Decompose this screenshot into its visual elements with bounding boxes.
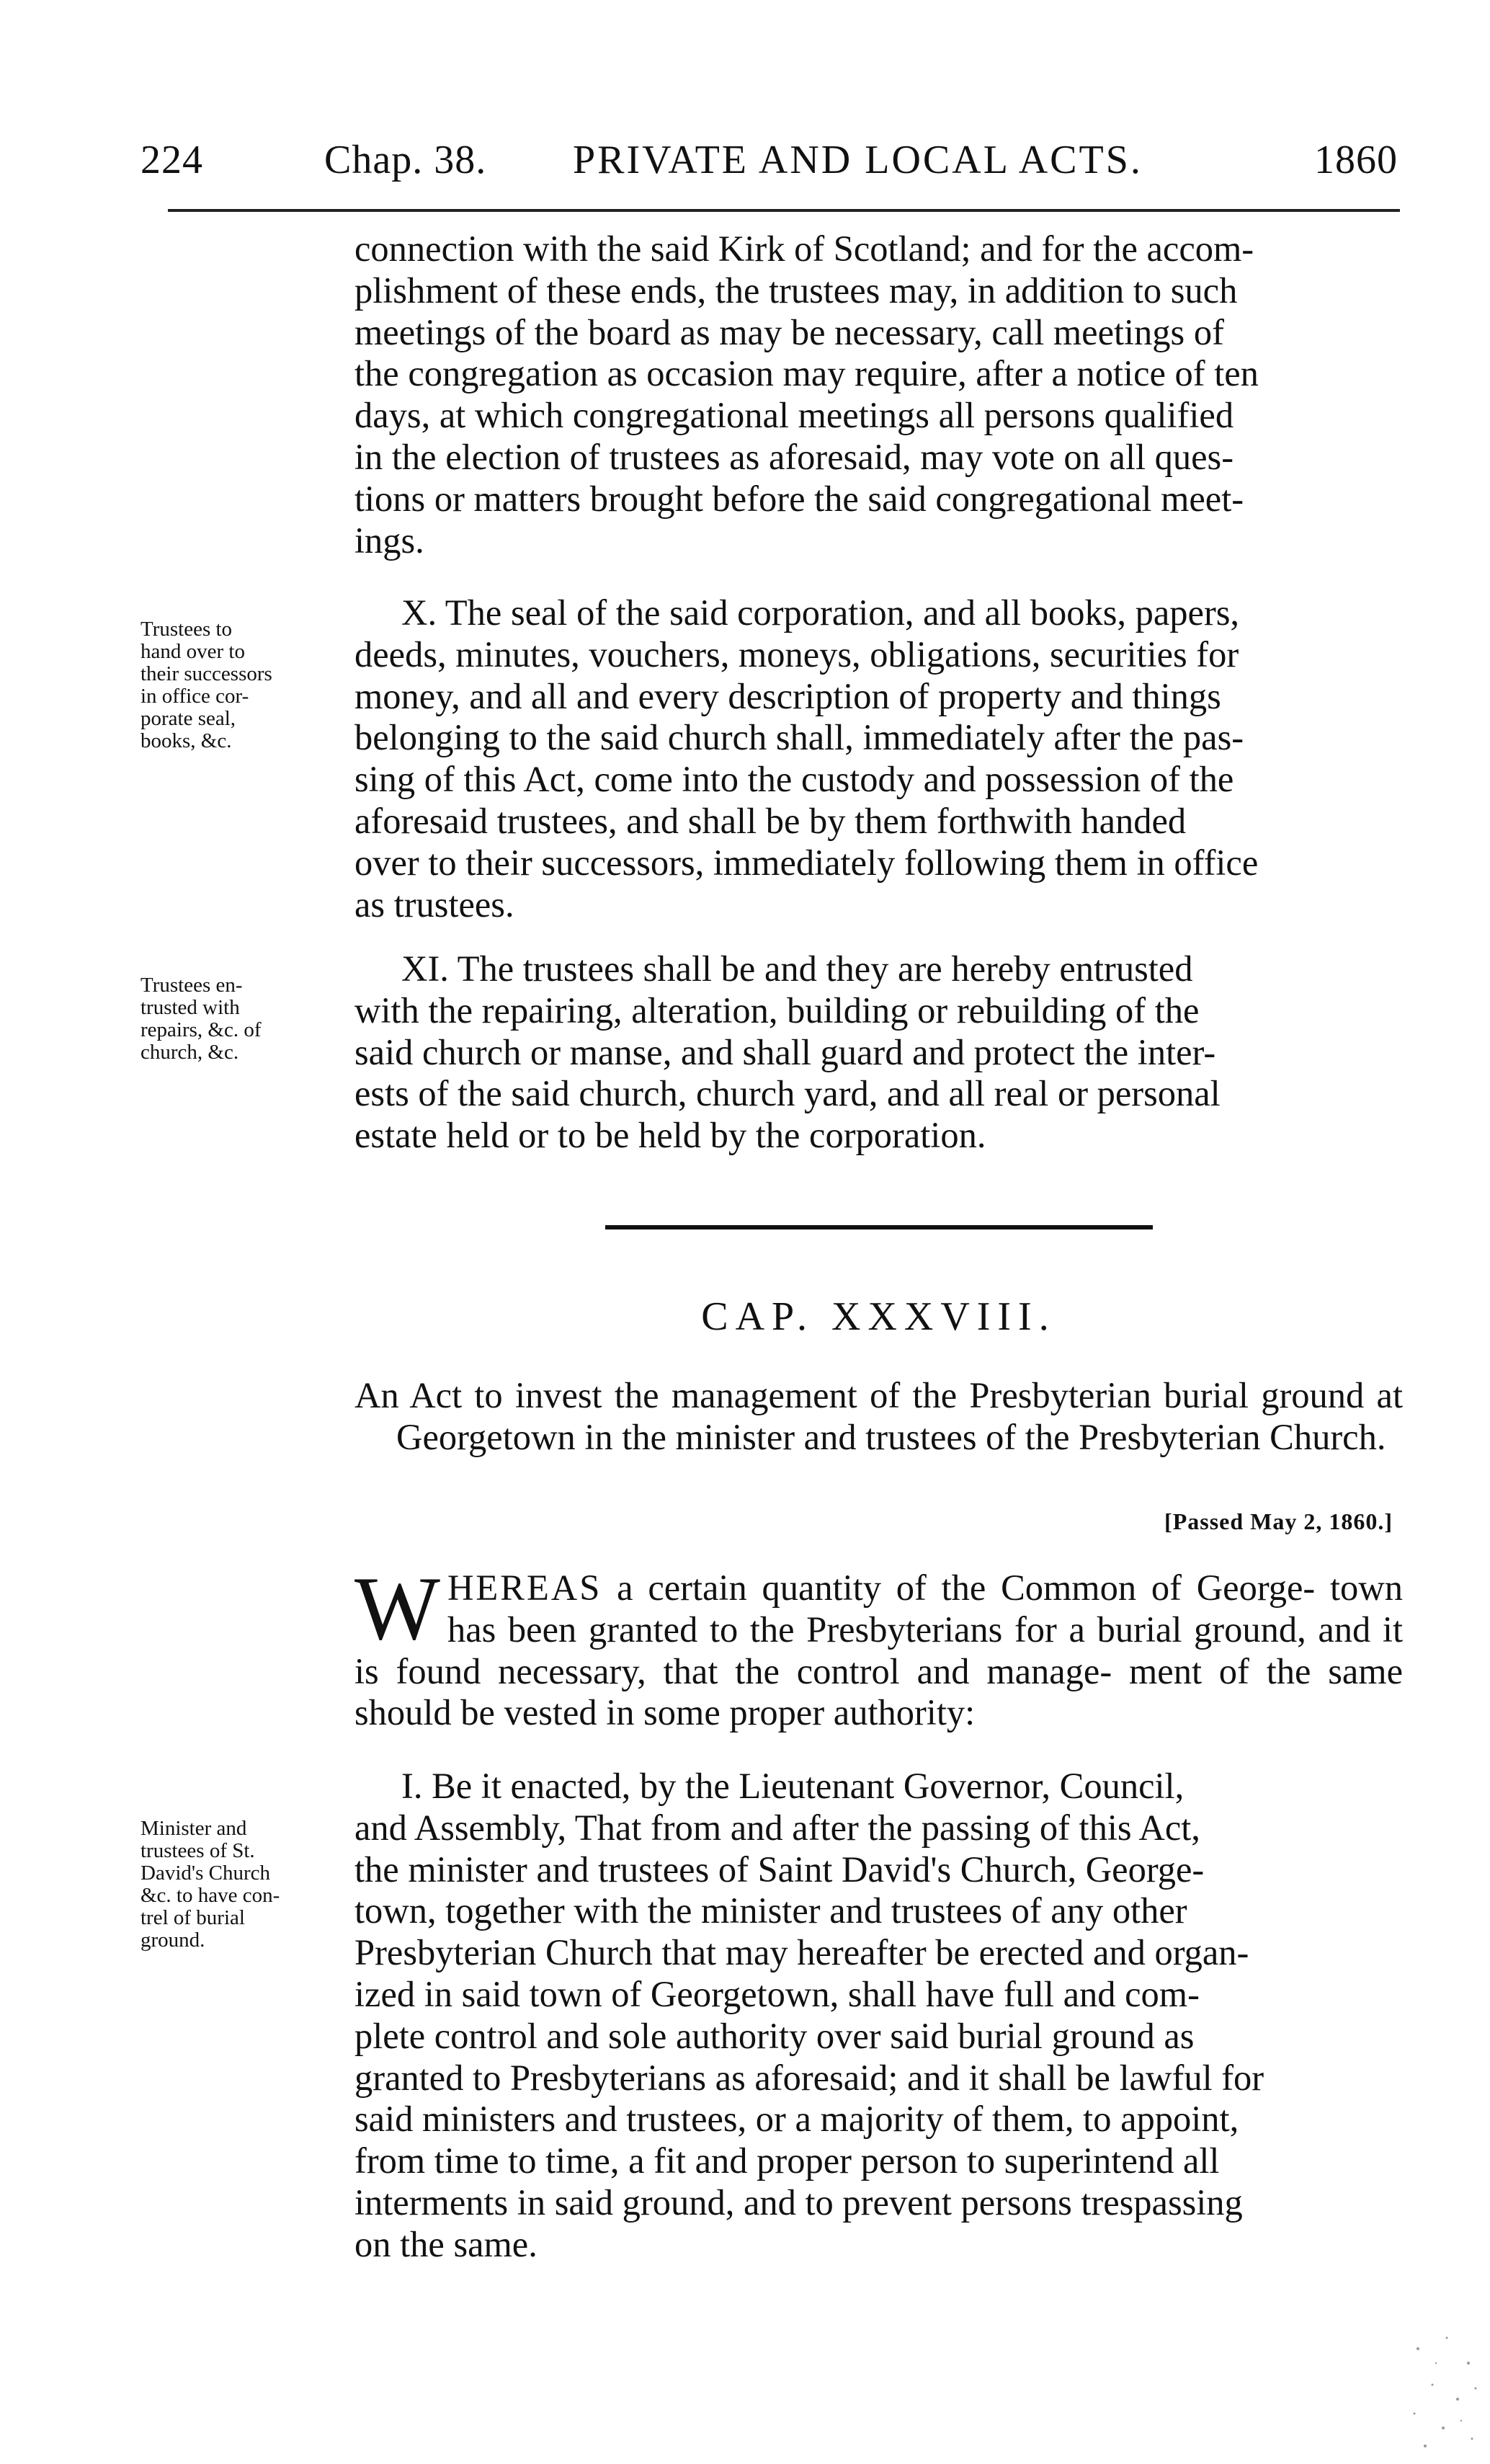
- act-title: An Act to invest the management of the Presbyterian burial ground at Georgetown in the minister and trustees of the Presbyterian Church.: [354, 1375, 1403, 1457]
- page-number: 224: [140, 138, 203, 182]
- margin-note-line: porate seal,: [140, 707, 236, 730]
- margin-note-section-x: [140, 618, 339, 752]
- text-line: tions or matters brought before the said congregational meet-: [354, 478, 1244, 519]
- passed-date: [Passed May 2, 1860.]: [1164, 1508, 1393, 1534]
- margin-note-line: repairs, &c. of: [140, 1018, 262, 1041]
- text-line: Presbyterian Church that may hereafter be erected and organ-: [354, 1932, 1249, 1973]
- chapter-heading: CAP. XXXVIII.: [701, 1294, 1056, 1339]
- section-divider-rule: [605, 1225, 1153, 1229]
- section-xi-paragraph: [354, 948, 1403, 1157]
- text-line: X. The seal of the said corporation, and all books, papers,: [401, 592, 1240, 633]
- text-line: aforesaid trustees, and shall be by them forthwith handed: [354, 800, 1187, 841]
- margin-note-line: trustees of St.: [140, 1839, 255, 1862]
- text-line: days, at which congregational meetings all persons qualified: [354, 395, 1234, 436]
- preamble-paragraph: [354, 1559, 1403, 1734]
- text-line: granted to Presbyterians as aforesaid; and it shall be lawful for: [354, 2057, 1264, 2098]
- header-year: 1860: [1314, 138, 1398, 182]
- margin-note-line: Trustees to: [140, 618, 233, 641]
- text-line: ized in said town of Georgetown, shall have full and com-: [354, 1973, 1200, 2014]
- preamble-first-word: HEREAS: [447, 1567, 602, 1608]
- margin-note-line: trel of burial: [140, 1906, 245, 1929]
- margin-note-line: hand over to: [140, 640, 245, 663]
- running-title: PRIVATE AND LOCAL ACTS.: [573, 138, 1143, 182]
- text-line: as trustees.: [354, 884, 514, 925]
- section-x-paragraph: [354, 592, 1403, 925]
- text-line: interments in said ground, and to prevent persons trespassing: [354, 2181, 1243, 2223]
- margin-note-line: in office cor-: [140, 685, 249, 708]
- text-line: deeds, minutes, vouchers, moneys, obligations, securities for: [354, 633, 1239, 675]
- text-line: XI. The trustees shall be and they are hereby entrusted: [401, 948, 1193, 989]
- margin-note-section-i: [140, 1818, 339, 1952]
- drop-cap: W: [354, 1559, 440, 1659]
- text-line: with the repairing, alteration, building or rebuilding of the: [354, 989, 1200, 1031]
- preamble-text: a certain quantity of the Common of George- town has been granted to the Presbyterians for a burial ground, and it is found necessary, that the control and manage- ment of the same should be vested in some proper authority:: [354, 1567, 1403, 1733]
- header-rule: [168, 209, 1400, 212]
- margin-note-line: Minister and: [140, 1817, 247, 1840]
- text-line: the congregation as occasion may require, after a notice of ten: [354, 353, 1259, 394]
- margin-note-line: Trustees en-: [140, 974, 243, 997]
- text-line: over to their successors, immediately following them in office: [354, 842, 1259, 883]
- text-line: sing of this Act, come into the custody and possession of the: [354, 759, 1234, 800]
- chapter-label: Chap. 38.: [324, 138, 487, 182]
- text-line: town, together with the minister and trustees of any other: [354, 1890, 1187, 1931]
- text-line: in the election of trustees as aforesaid, may vote on all ques-: [354, 436, 1234, 477]
- text-line: meetings of the board as may be necessary, call meetings of: [354, 311, 1224, 352]
- text-line: belonging to the said church shall, immediately after the pas-: [354, 717, 1244, 758]
- text-line: connection with the said Kirk of Scotland; and for the accom-: [354, 228, 1254, 269]
- margin-note-line: &c. to have con-: [140, 1884, 280, 1907]
- text-line: estate held or to be held by the corporation.: [354, 1115, 986, 1156]
- continuation-paragraph: [354, 228, 1403, 561]
- margin-note-line: books, &c.: [140, 729, 232, 752]
- text-line: the minister and trustees of Saint David's Church, George-: [354, 1849, 1205, 1890]
- text-line: ings.: [354, 520, 424, 561]
- margin-note-section-xi: [140, 974, 339, 1064]
- margin-note-line: church, &c.: [140, 1041, 239, 1064]
- text-line: ests of the said church, church yard, and all real or personal: [354, 1073, 1221, 1114]
- text-line: from time to time, a fit and proper person to superintend all: [354, 2140, 1220, 2181]
- section-i-paragraph: [354, 1766, 1403, 2266]
- margin-note-line: their successors: [140, 662, 272, 685]
- margin-note-line: trusted with: [140, 996, 240, 1019]
- text-line: and Assembly, That from and after the passing of this Act,: [354, 1807, 1200, 1848]
- margin-note-line: ground.: [140, 1929, 205, 1952]
- margin-note-line: David's Church: [140, 1862, 271, 1885]
- running-header: [140, 137, 1398, 187]
- text-line: plete control and sole authority over said burial ground as: [354, 2015, 1195, 2056]
- text-line: said church or manse, and shall guard and protect the inter-: [354, 1031, 1216, 1072]
- text-line: said ministers and trustees, or a majority of them, to appoint,: [354, 2099, 1239, 2140]
- text-line: plishment of these ends, the trustees may, in addition to such: [354, 270, 1238, 311]
- text-line: I. Be it enacted, by the Lieutenant Governor, Council,: [401, 1766, 1185, 1806]
- text-line: on the same.: [354, 2223, 537, 2264]
- scan-specks: [1404, 2320, 1483, 2457]
- text-line: money, and all and every description of property and things: [354, 675, 1221, 716]
